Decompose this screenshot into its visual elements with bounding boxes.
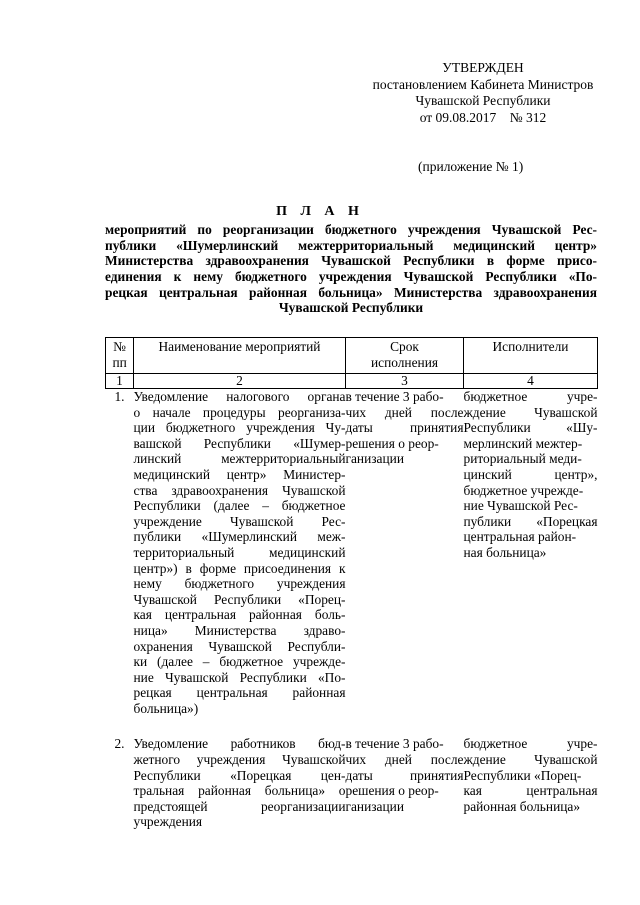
approval-line-1: постановлением Кабинета Министров [372,76,594,92]
row-term [346,389,464,717]
row-name-line: ние Чувашской Республики «По- [133,669,346,685]
row-executors-line: ждение Чувашской [463,752,598,768]
column-number: 3 [346,374,464,389]
row-term-line: в течение 3 рабо- [345,736,444,752]
row-term-line: даты принятия [345,420,464,436]
row-name-line: Уведомление работников бюд- [133,736,346,752]
approval-line-3: от 09.08.2017 № 312 [419,109,547,125]
row-name-line: центр») в форме присоединения к [133,560,346,576]
plan-table [105,337,598,830]
plan-heading: П Л А Н [276,204,364,219]
row-name-line: Республики (далее – бюджетное [133,498,346,514]
row-name-line: Чувашской Республики «Порец- [133,591,346,607]
plan-title-line: единения к нему бюджетного учреждения Чувашской Республики «По- [105,269,597,285]
row-name-line: Республики «Порецкая цен- [133,767,346,783]
row-executors-line: ждение Чувашской [463,404,598,420]
row-name-line: о начале процедуры реорганиза- [133,404,346,420]
row-name-line: линский межтерриториальный [133,451,346,467]
row-name-line: Уведомление налогового органа [133,389,346,404]
plan-title-line: Министерства здравоохранения Чувашской Республики в форме присо- [105,253,597,269]
row-executors-line: бюджетное учре- [463,736,598,752]
row-executors-line: кая центральная [463,783,598,799]
row-term-line: ганизации [345,451,404,467]
approval-line-2: Чувашской Республики [415,93,551,108]
row-name-line: тральная районная больница» о [133,783,346,799]
table-row [106,389,598,717]
row-term-line: решения о реор- [345,783,439,799]
row-name [134,736,346,830]
row-executors-line: бюджетное учрежде- [463,482,584,498]
plan-title-line: Чувашской Республики [278,300,424,316]
row-executors-line: центральная район- [463,529,577,545]
header-num: № пп [106,338,134,374]
row-name-line: ства здравоохранения Чувашской [133,482,346,498]
header-term: Срок исполнения [346,338,464,374]
row-name-line: жетного учреждения Чувашской [133,752,346,768]
row-name-line: охранения Чувашской Республи- [133,638,346,654]
row-name-line: публики «Шумерлинский меж- [133,529,346,545]
row-term-line: даты принятия [345,767,464,783]
header-name: Наименование мероприятий [134,338,346,374]
row-name-line: нему бюджетного учреждения [133,576,346,592]
row-executors-line: районная больница» [463,798,581,814]
row-name-line: ки (далее – бюджетное учрежде- [133,654,346,670]
column-number: 2 [134,374,346,389]
row-name-line: учреждение Чувашской Рес- [133,513,346,529]
row-name-line: ница» Министерства здраво- [133,622,346,638]
row-executors-line: ние Чувашской Рес- [463,498,578,514]
plan-title-line: мероприятий по реорганизации бюджетного учреждения Чувашской Рес- [105,222,597,237]
row-name-line: вашской Республики «Шумер- [133,435,346,451]
row-term-line: ганизации [345,798,404,814]
row-executors-line: Республики «Порец- [463,767,582,783]
row-name-line: территориальный медицинский [133,544,346,560]
row-executors-line: цинский центр», [463,466,598,482]
row-term-line: чих дней после [345,752,464,768]
row-executors-line: публики «Порецкая [463,513,598,529]
row-name-line: больница») [133,700,199,716]
column-number: 1 [106,374,134,389]
row-executors-line: риториальный меди- [463,451,582,467]
table-row [106,736,598,830]
appendix-note: (приложение № 1) [418,159,524,174]
row-executors [464,736,598,830]
approval-block [348,60,618,126]
row-name-line: учреждения [133,814,203,830]
plan-title-line: публики «Шумерлинский межтерриториальный медицинский центр» [105,237,597,253]
row-executors-line: Республики «Шу- [463,420,598,436]
header-executors: Исполнители [464,338,598,374]
row-term-line: чих дней после [345,404,464,420]
row-executors [464,389,598,717]
table-header-row [106,338,598,374]
row-number: 1. [114,389,125,404]
row-term [346,736,464,830]
plan-title [105,222,597,316]
row-name-line: кая центральная районная боль- [133,607,346,623]
plan-title-line: рецкая центральная районная больница» Министерства здравоохранения [105,284,597,300]
row-executors-line: ная больница» [463,544,547,560]
row-spacer [106,716,598,736]
row-executors-line: бюджетное учре- [463,389,598,404]
row-term-line: в течение 3 рабо- [345,389,444,404]
row-name-line: ции бюджетного учреждения Чу- [133,420,346,436]
row-name-line: медицинский центр» Министер- [133,466,346,482]
row-number: 2. [114,736,125,752]
row-name-line: предстоящей реорганизации [133,798,346,814]
row-name [134,389,346,717]
approval-heading: УТВЕРЖДЕН [442,60,524,75]
column-number: 4 [464,374,598,389]
row-executors-line: мерлинский межтер- [463,435,583,451]
row-term-line: решения о реор- [345,435,439,451]
row-name-line: рецкая центральная районная [133,685,346,701]
column-number-row [106,374,598,389]
